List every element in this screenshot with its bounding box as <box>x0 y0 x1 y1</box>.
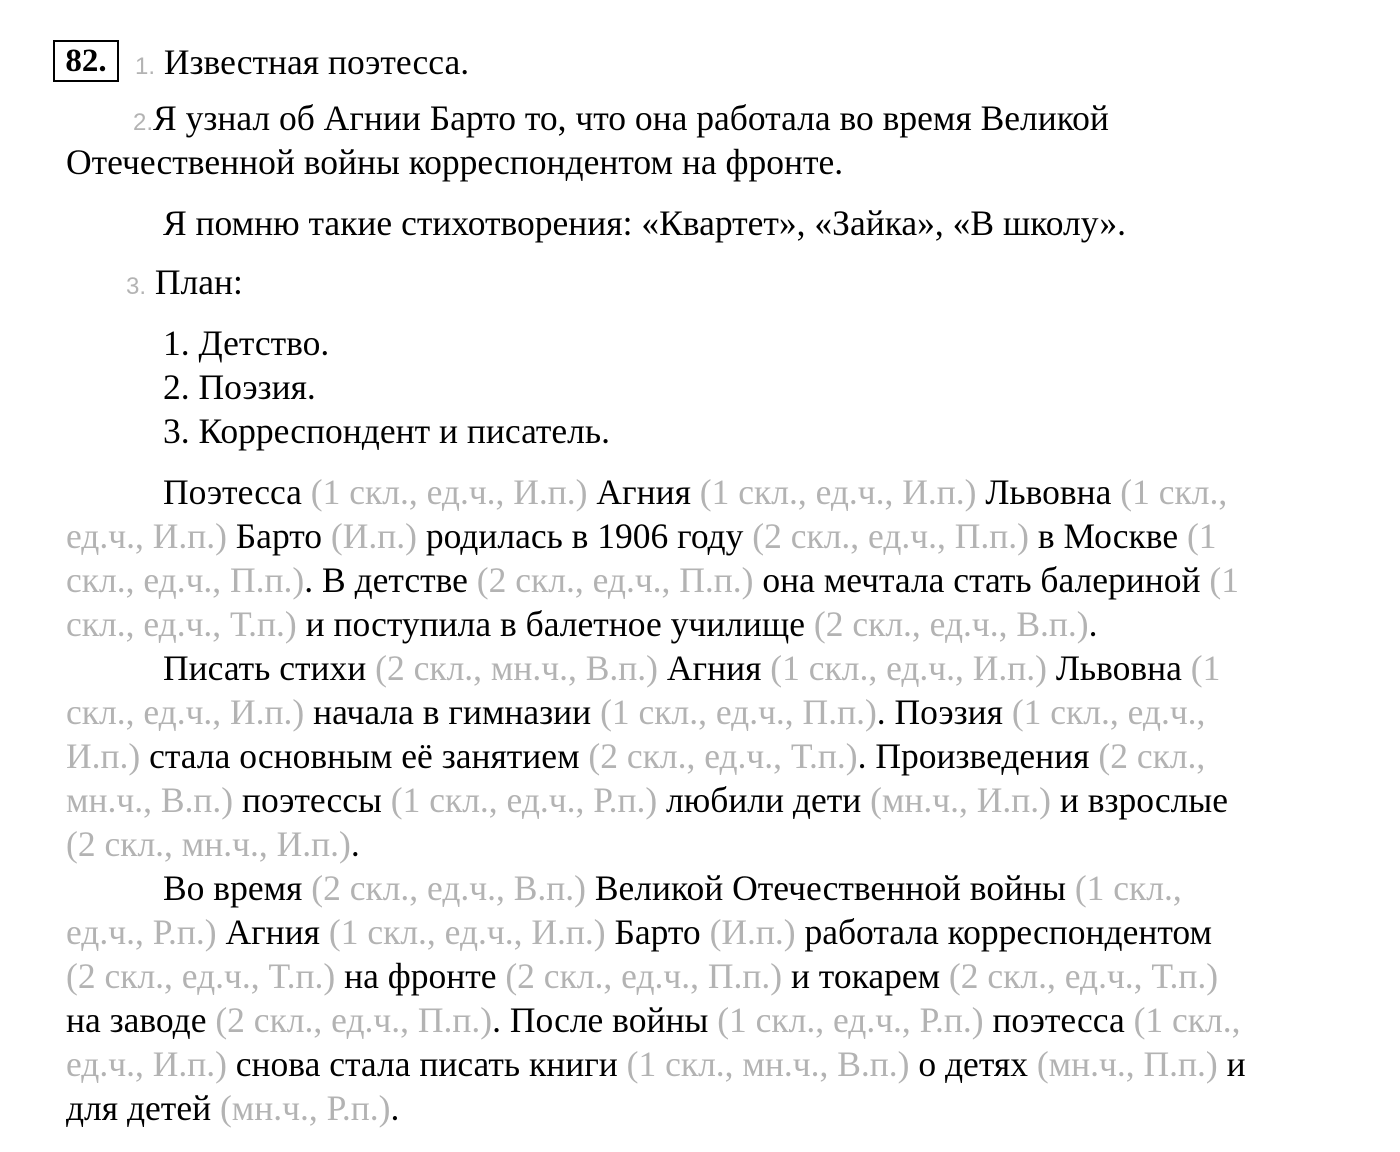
grammar-note: (1 скл., ед.ч., Р.п.) <box>717 1000 984 1040</box>
grammar-note: скл., ед.ч., И.п.) <box>66 692 305 732</box>
text-span: и поступила в балетное училище <box>296 604 814 644</box>
item-3-line <box>126 260 243 309</box>
grammar-note: ед.ч., И.п.) <box>66 1044 227 1084</box>
text-line <box>66 602 1098 646</box>
text-span: Великой Отечественной войны <box>586 868 1075 908</box>
text-line <box>163 866 1182 910</box>
text-span: . <box>1088 604 1098 644</box>
text-line <box>66 998 1241 1042</box>
grammar-note: (2 скл., ед.ч., Т.п.) <box>588 736 858 776</box>
text-line <box>66 1042 1246 1086</box>
item-1-line <box>135 40 469 89</box>
plan-item-2: 2. Поэзия. <box>163 367 316 407</box>
text-span: она мечтала стать балериной <box>753 560 1210 600</box>
text-span: стала основным её занятием <box>140 736 589 776</box>
grammar-note: (1 скл., ед.ч., И.п.) <box>310 472 588 512</box>
task-number: 82. <box>53 40 119 82</box>
grammar-note: (1 скл., ед.ч., <box>1011 692 1206 732</box>
text-span: Львовна <box>1046 648 1191 688</box>
text-span: Во время <box>163 868 312 908</box>
grammar-note: скл., ед.ч., Т.п.) <box>66 604 297 644</box>
text-span: Я помню такие стихотворения: «Квартет», «Зайка», «В школу». <box>163 203 1127 243</box>
grammar-note: мн.ч., В.п.) <box>66 780 234 820</box>
text-line <box>66 954 1218 998</box>
grammar-note: ед.ч., Р.п.) <box>66 912 217 952</box>
text-line <box>66 734 1205 778</box>
grammar-note: (2 скл., ед.ч., П.п.) <box>215 1000 493 1040</box>
text-span: на фронте <box>335 956 506 996</box>
text-line <box>66 558 1239 602</box>
text-line <box>66 690 1205 734</box>
text-span: Я узнал об Агнии Барто то, что она работала во время Великой <box>153 98 1109 138</box>
item-marker: 1. <box>135 53 156 80</box>
text-line <box>163 646 1220 690</box>
plan-item-1: 1. Детство. <box>163 323 330 363</box>
grammar-note: (мн.ч., И.п.) <box>870 780 1051 820</box>
grammar-note: (1 <box>1186 516 1217 556</box>
text-span: Барто <box>226 516 331 556</box>
grammar-note: (1 <box>1190 648 1221 688</box>
text-span: Известная поэтесса. <box>163 42 470 82</box>
text-span: . В детстве <box>304 560 477 600</box>
grammar-note: И.п.) <box>66 736 141 776</box>
grammar-note: (1 скл., ед.ч., Р.п.) <box>390 780 658 820</box>
text-span: . После войны <box>492 1000 718 1040</box>
item-marker: 3. <box>126 273 147 300</box>
text-span: Писать стихи <box>163 648 376 688</box>
text-span: Отечественной войны корреспондентом на фронте. <box>66 142 844 182</box>
text-span: и <box>1217 1044 1246 1084</box>
text-span: поэтесса <box>983 1000 1134 1040</box>
text-span: . <box>350 824 360 864</box>
grammar-note: (2 скл., <box>1098 736 1206 776</box>
text-line <box>66 778 1228 822</box>
grammar-note: (1 <box>1209 560 1239 600</box>
grammar-note: (1 скл., ед.ч., И.п.) <box>328 912 606 952</box>
text-span: . Произведения <box>857 736 1099 776</box>
grammar-note: (2 скл., мн.ч., И.п.) <box>66 824 351 864</box>
item-2-line-3 <box>163 201 1126 245</box>
grammar-note: (2 скл., мн.ч., В.п.) <box>375 648 658 688</box>
text-span: поэтессы <box>233 780 391 820</box>
grammar-note: (2 скл., ед.ч., П.п.) <box>505 956 783 996</box>
text-span: Барто <box>605 912 710 952</box>
text-span: родилась в 1906 году <box>416 516 753 556</box>
grammar-note: скл., ед.ч., П.п.) <box>66 560 305 600</box>
text-span: . Поэзия <box>876 692 1012 732</box>
grammar-note: (2 скл., ед.ч., П.п.) <box>476 560 754 600</box>
text-span: любили дети <box>657 780 871 820</box>
text-span: и взрослые <box>1050 780 1228 820</box>
grammar-note: (И.п.) <box>330 516 417 556</box>
item-marker: 2. <box>133 109 154 136</box>
grammar-note: (И.п.) <box>709 912 796 952</box>
text-span: . <box>390 1088 400 1128</box>
text-span: Поэтесса <box>163 472 311 512</box>
text-line <box>66 514 1217 558</box>
grammar-note: (мн.ч., П.п.) <box>1036 1044 1218 1084</box>
grammar-note: (1 скл., ед.ч., И.п.) <box>770 648 1047 688</box>
grammar-note: (2 скл., ед.ч., П.п.) <box>752 516 1029 556</box>
grammar-note: (мн.ч., Р.п.) <box>219 1088 391 1128</box>
grammar-note: (1 скл., <box>1120 472 1228 512</box>
grammar-note: (2 скл., ед.ч., Т.п.) <box>948 956 1219 996</box>
text-span: Агния <box>658 648 771 688</box>
text-span: в Москве <box>1028 516 1187 556</box>
grammar-note: (1 скл., мн.ч., В.п.) <box>626 1044 910 1084</box>
grammar-note: (2 скл., ед.ч., Т.п.) <box>66 956 336 996</box>
text-line <box>163 470 1227 514</box>
text-span: Львовна <box>976 472 1121 512</box>
item-2-line-1 <box>133 96 1109 145</box>
grammar-note: ед.ч., И.п.) <box>66 516 227 556</box>
text-span: снова стала писать книги <box>226 1044 627 1084</box>
grammar-note: (1 скл., <box>1133 1000 1241 1040</box>
text-span: Агния <box>216 912 329 952</box>
text-span: о детях <box>909 1044 1037 1084</box>
grammar-note: (2 скл., ед.ч., В.п.) <box>311 868 586 908</box>
text-span: Агния <box>587 472 700 512</box>
text-line <box>66 1086 399 1130</box>
text-line <box>66 822 360 866</box>
grammar-note: (2 скл., ед.ч., В.п.) <box>813 604 1089 644</box>
grammar-note: (1 скл., ед.ч., П.п.) <box>600 692 877 732</box>
text-span: начала в гимназии <box>304 692 601 732</box>
plan-item-3: 3. Корреспондент и писатель. <box>163 411 610 451</box>
text-span: для детей <box>66 1088 220 1128</box>
text-line <box>66 910 1212 954</box>
grammar-note: (1 скл., ед.ч., И.п.) <box>699 472 977 512</box>
text-span: План: <box>154 262 243 302</box>
grammar-note: (1 скл., <box>1074 868 1182 908</box>
text-span: на заводе <box>66 1000 216 1040</box>
item-2-line-2 <box>66 140 843 184</box>
text-span: работала корреспондентом <box>795 912 1212 952</box>
text-span: и токарем <box>782 956 949 996</box>
